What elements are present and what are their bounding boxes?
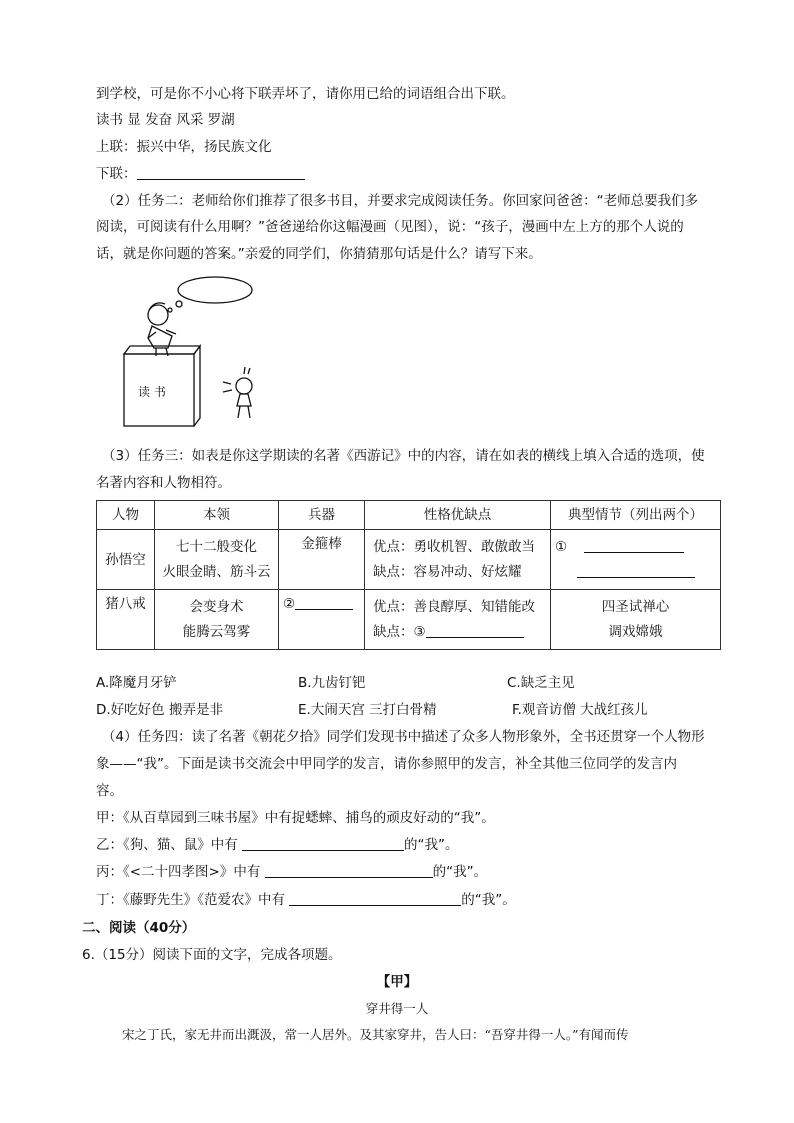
task2-line1: （2）任务二：老师给你们推荐了很多书目，并要求完成阅读任务。你回家问爸爸：“老师总要我们多	[102, 193, 699, 209]
plot-blank-1[interactable]	[584, 538, 684, 553]
bing-prefix: 丙：《<二十四孝图>》中有	[96, 864, 261, 880]
lower-couplet	[96, 164, 305, 184]
header-skill: 本领	[155, 501, 279, 530]
plot-line: 四圣试禅心	[601, 598, 670, 615]
cell-traits	[365, 590, 551, 650]
lower-couplet-blank[interactable]	[137, 165, 305, 180]
passage-tag: 【甲】	[376, 974, 418, 990]
plot-blank-line-1	[551, 535, 720, 560]
task3-line2: 名著内容和人物相符。	[96, 475, 231, 491]
cell-name: 猪八戒	[97, 590, 155, 650]
section-reading-heading: 二、阅读（40分）	[82, 920, 196, 936]
cell-plots	[551, 530, 721, 590]
fault-line: 缺点：容易冲动、好炫耀	[373, 563, 522, 580]
cell-weapon	[279, 590, 365, 650]
header-plots: 典型情节（列出两个）	[551, 501, 721, 530]
blank-marker-1: ①	[555, 538, 568, 555]
plot-blank-line-2	[551, 560, 720, 585]
task3-line1: （3）任务三：如表是你这学期读的名著《西游记》中的内容，请在如表的横线上填入合适的选项，使	[102, 448, 705, 464]
task4-bing	[96, 862, 487, 882]
passage-line-1: 宋之丁氏，家无井而出溉汲，常一人居外。及其家穿井，告人曰：“吾穿井得一人。”有闻而传	[122, 1027, 629, 1042]
cell-name: 孙悟空	[97, 530, 155, 590]
bing-suffix: 的“我”。	[432, 864, 488, 880]
ding-prefix: 丁：《藤野先生》《范爱农》中有	[96, 892, 285, 908]
bing-blank[interactable]	[265, 863, 433, 878]
table-header-row	[97, 501, 721, 530]
cell-skill	[155, 590, 279, 650]
skill-line: 七十二般变化	[176, 538, 257, 555]
skill-line: 火眼金睛、筋斗云	[162, 563, 271, 580]
ding-suffix: 的“我”。	[461, 892, 516, 908]
task4-line3: 容。	[96, 783, 123, 799]
task2-line3: 话，就是你问题的答案。”亲爱的同学们，你猜猜那句话是什么？请写下来。	[96, 246, 542, 262]
q5-intro: 到学校，可是你不小心将下联弄坏了，请你用已给的词语组合出下联。	[96, 86, 515, 102]
fault-line	[373, 620, 550, 645]
weapon-blank[interactable]	[295, 595, 353, 610]
option-f[interactable]: F.观音访僧 大战红孩儿	[512, 702, 648, 718]
option-c[interactable]: C.缺乏主见	[507, 675, 575, 691]
option-e[interactable]: E.大闹天宫 三打白骨精	[298, 702, 437, 718]
option-b[interactable]: B.九齿钉钯	[298, 675, 366, 691]
upper-couplet: 上联：振兴中华，扬民族文化	[96, 139, 272, 155]
cell-weapon: 金箍棒	[279, 530, 365, 590]
lower-couplet-label: 下联：	[96, 166, 137, 182]
task2-line2: 阅读，可阅读有什么用啊？”爸爸递给你这幅漫画（见图），说：“孩子，漫画中左上方的那个人说的	[96, 219, 684, 235]
yi-suffix: 的“我”。	[404, 837, 459, 853]
task4-line2: 象——“我”。下面是读书交流会中甲同学的发言，请你参照甲的发言，补全其他三位同学的发言内	[96, 756, 677, 772]
task4-jia: 甲：《从百草园到三味书屋》中有捉蟋蟀、捕鸟的顽皮好动的“我”。	[96, 810, 495, 826]
skill-line: 会变身术	[189, 598, 244, 615]
plot-blank-2[interactable]	[577, 563, 695, 578]
table-row	[97, 530, 721, 590]
header-traits: 性格优缺点	[365, 501, 551, 530]
task4-line1: （4）任务四：读了名著《朝花夕拾》同学们发现书中描述了众多人物形象外，全书还贯穿一个人物形	[102, 729, 705, 745]
header-character: 人物	[97, 501, 155, 530]
yi-blank[interactable]	[242, 836, 404, 851]
book-label: 读 书	[138, 385, 166, 399]
cell-plots	[551, 590, 721, 650]
cell-skill	[155, 530, 279, 590]
blank-marker-2: ②	[283, 596, 296, 612]
option-d[interactable]: D.好吃好色 搬弄是非	[96, 702, 223, 718]
journey-west-table	[96, 500, 721, 650]
fault-blank[interactable]	[426, 623, 524, 638]
reading-comic-illustration	[116, 270, 276, 430]
merit-line: 优点：善良醇厚、知错能改	[373, 598, 535, 615]
task4-yi	[96, 835, 459, 855]
given-words: 读书 显 发奋 风采 罗湖	[96, 112, 235, 128]
cell-traits	[365, 530, 551, 590]
fault-prefix: 缺点：③	[373, 623, 426, 640]
header-weapon: 兵器	[279, 501, 365, 530]
speech-bubble	[178, 277, 252, 303]
yi-prefix: 乙：《狗、猫、鼠》中有	[96, 837, 238, 853]
merit-line: 优点：勇收机智、敢傲敢当	[373, 538, 535, 555]
table-row	[97, 590, 721, 650]
q6-heading: 6.（15分）阅读下面的文字，完成各项题。	[82, 947, 342, 963]
task4-ding	[96, 890, 516, 910]
ding-blank[interactable]	[289, 891, 461, 906]
option-a[interactable]: A.降魔月牙铲	[96, 675, 177, 691]
passage-title: 穿井得一人	[365, 1001, 429, 1016]
plot-line: 调戏嫦娥	[608, 623, 663, 640]
skill-line: 能腾云驾雾	[182, 623, 251, 640]
